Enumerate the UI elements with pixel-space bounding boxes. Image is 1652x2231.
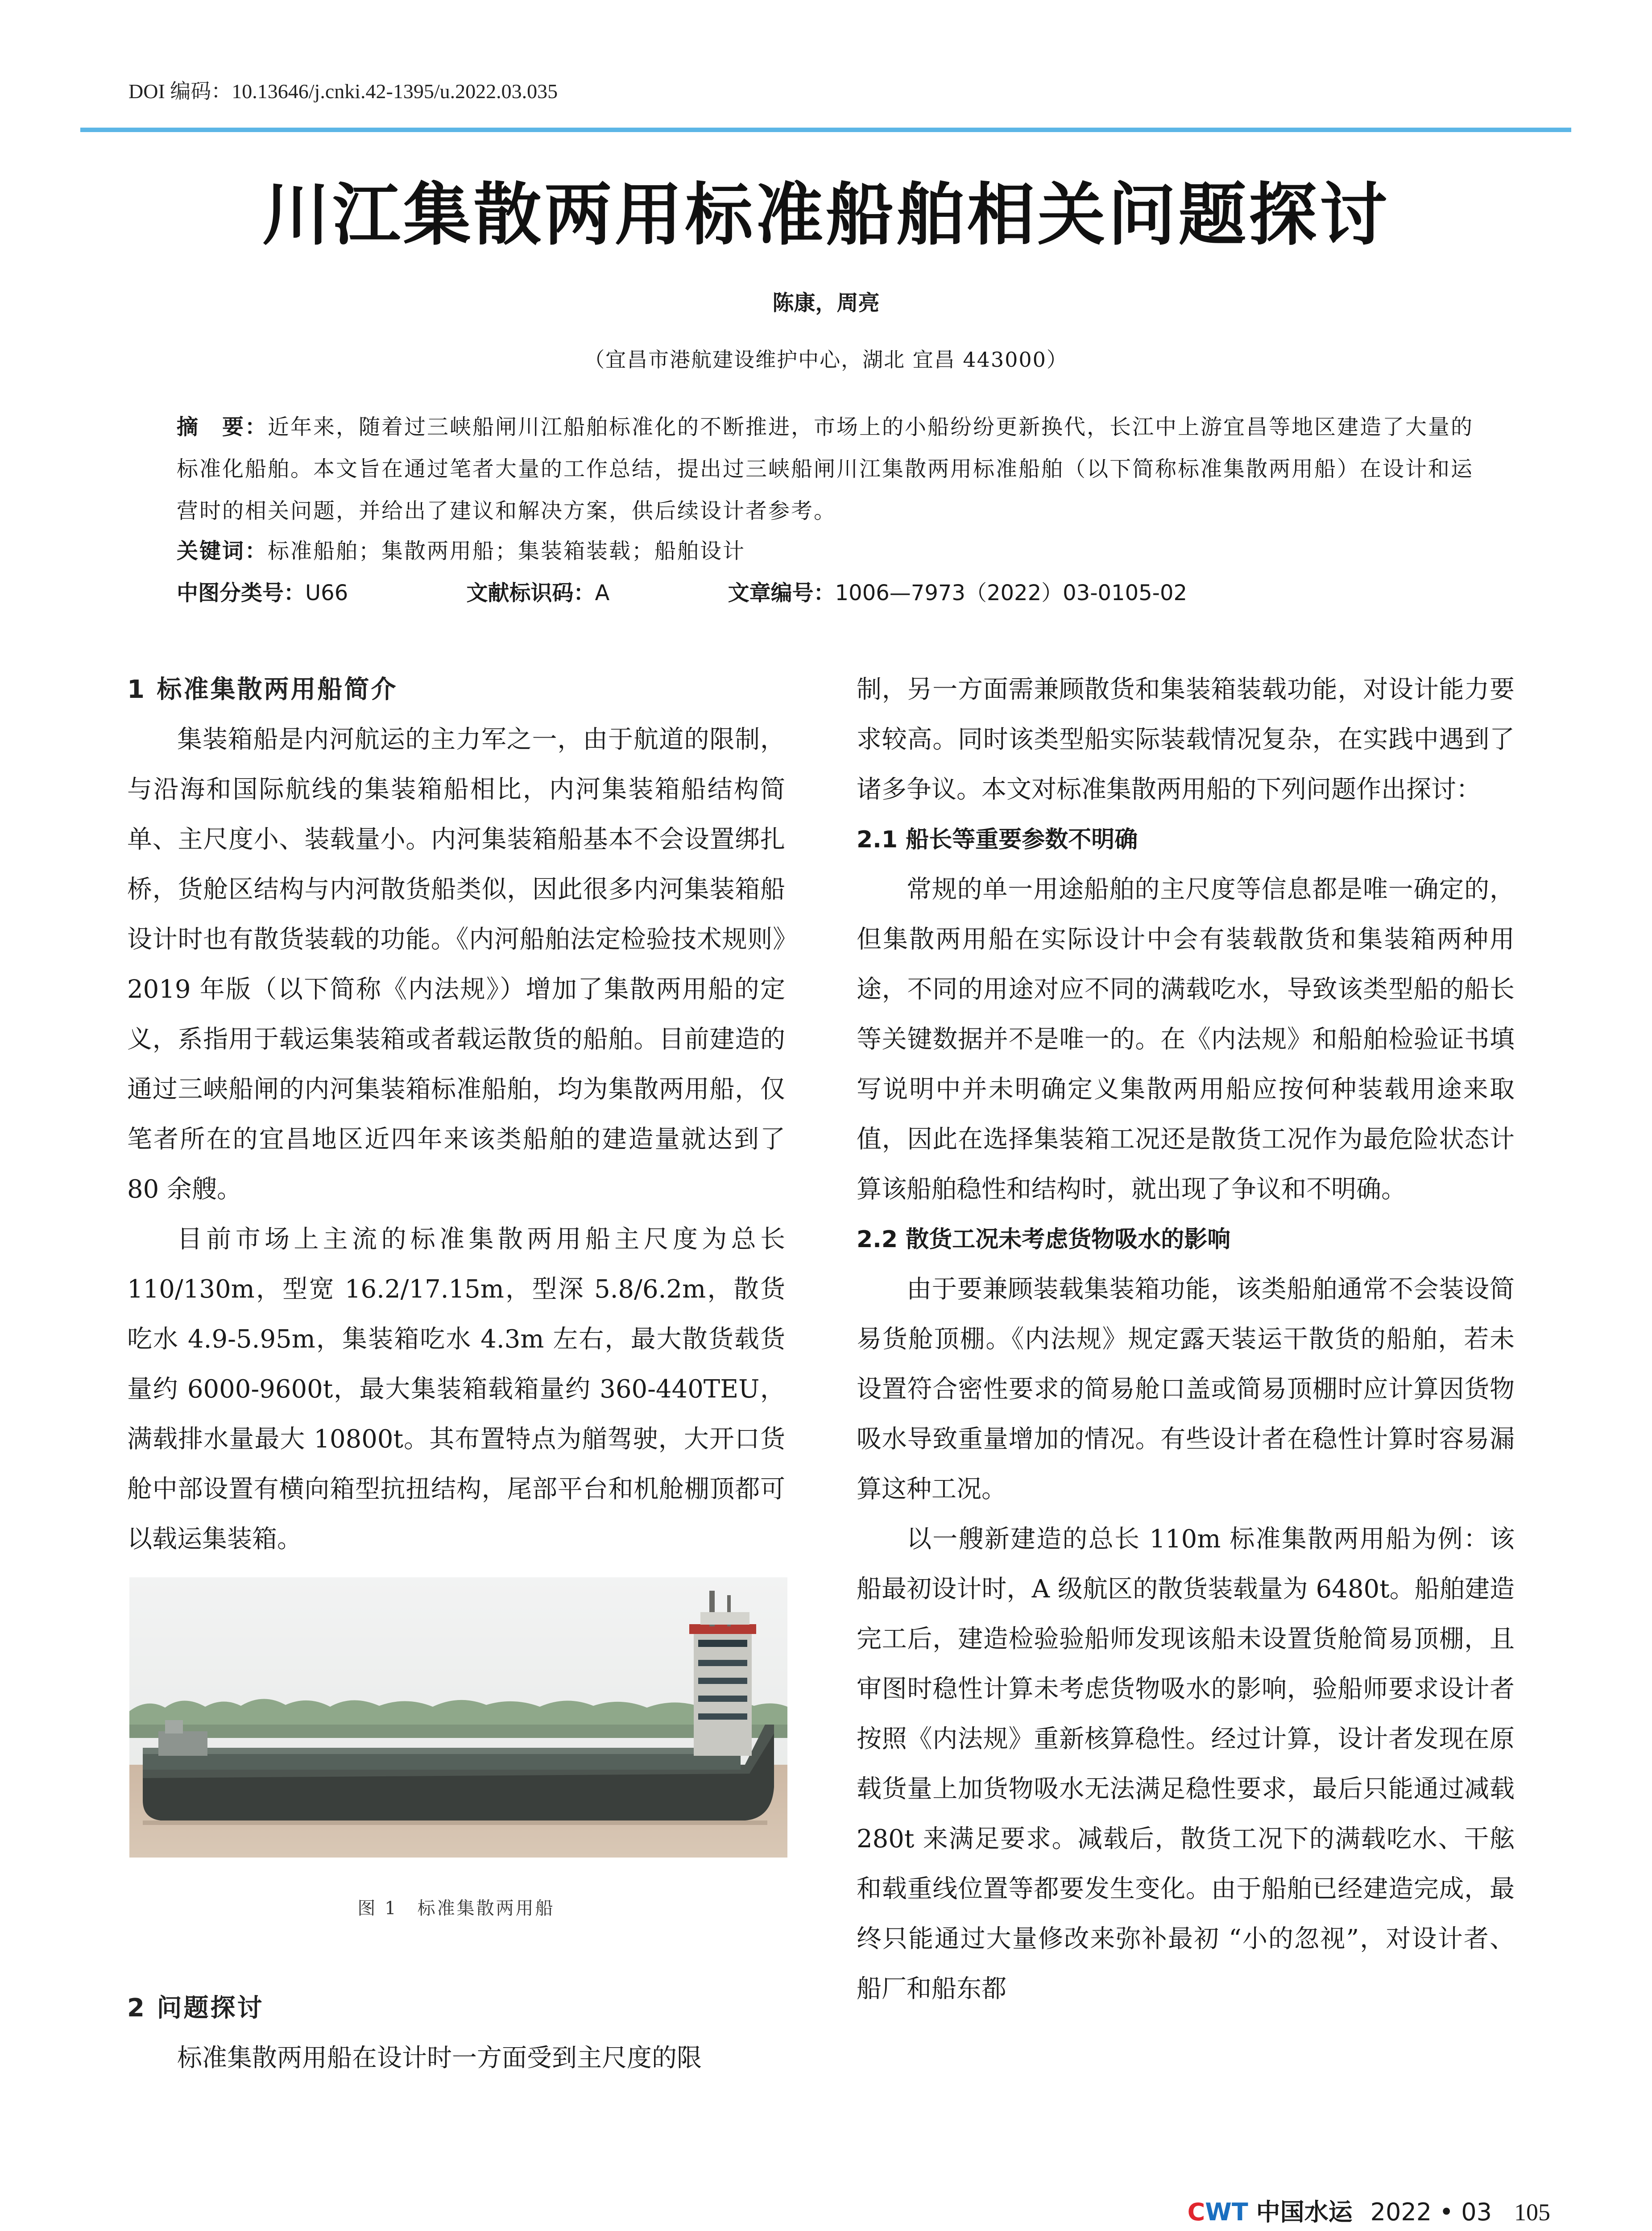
right-column [857,665,1515,2014]
abstract-text: 近年来，随着过三峡船闸川江船舶标准化的不断推进，市场上的小船纷纷更新换代，长江中上游宜昌等地区建造了大量的标准化船舶。本文旨在通过笔者大量的工作总结，提出过三峡船闸川江集散两用标准船舶（以下简称标准集散两用船）在设计和运营时的相关问题，并给出了建议和解决方案，供后续设计者参考。 [177,415,1474,523]
section-2-heading: 2 问题探讨 [127,1994,264,2023]
paragraph: 制，另一方面需兼顾散货和集装箱装载功能，对设计能力要求较高。同时该类型船实际装载情况复杂，在实践中遇到了诸多争议。本文对标准集散两用船的下列问题作出探讨： [857,675,1515,804]
doi-line: DOI 编码：10.13646/j.cnki.42-1395/u.2022.03.035 [128,80,558,103]
clc-number: 中图分类号：U66 [177,581,348,605]
document-code: 文献标识码：A [466,581,610,605]
authors: 陈康，周亮 [772,290,880,315]
keywords [177,530,1493,572]
abstract-label: 摘 要： [177,415,268,440]
article-title: 川江集散两用标准船舶相关问题探讨 [262,174,1390,254]
left-column [127,665,785,1564]
cwt-logo: CWT [1187,2198,1248,2226]
journal-name: 中国水运 [1256,2198,1353,2226]
page-number: 105 [1514,2199,1550,2226]
section-1-heading: 1 标准集散两用船简介 [127,675,398,704]
article-number: 文章编号：1006—7973（2022）03-0105-02 [728,581,1188,605]
subsection-2-2-heading: 2.2 散货工况未考虑货物吸水的影响 [857,1226,1231,1253]
paragraph: 集装箱船是内河航运的主力军之一，由于航道的限制，与沿海和国际航线的集装箱船相比，内河集装箱船结构简单、主尺度小、装载量小。内河集装箱船基本不会设置绑扎桥，货舱区结构与内河散货船类似，因此很多内河集装箱船设计时也有散货装载的功能。《内河船舶法定检验技术规则》2019 年版（以下简称《内法规》）增加了集散两用船的定义，系指用于载运集装箱或者载运散货的船舶。目前建造的通过三峡船闸的内河集装箱标准船舶，均为集散两用船，仅笔者所在的宜昌地区近四年来该类船舶的建造量就达到了 80 余艘。 [127,725,785,1204]
classification-line [177,572,1493,614]
page-footer [1188,2193,1550,2227]
figure-1-caption: 图 1 标准集散两用船 [357,1898,555,1919]
header-rule [80,128,1571,132]
affiliation: （宜昌市港航建设维护中心，湖北 宜昌 443000） [584,348,1068,372]
subsection-2-1-heading: 2.1 船长等重要参数不明确 [857,826,1138,853]
ship-photo-illustration [129,1577,787,1858]
section-2-start [127,1983,785,2083]
keywords-label: 关键词： [177,539,268,564]
abstract [177,406,1493,532]
figure-1-ship-photo [129,1577,787,1858]
paragraph: 标准集散两用船在设计时一方面受到主尺度的限 [177,2044,702,2073]
paragraph: 以一艘新建造的总长 110m 标准集散两用船为例：该船最初设计时，A 级航区的散货装载量为 6480t。船舶建造完工后，建造检验验船师发现该船未设置货舱简易顶棚，且审图时稳性计算未考虑货物吸水的影响，验船师要求设计者按照《内法规》重新核算稳性。经过计算，设计者发现在原载货量上加货物吸水无法满足稳性要求，最后只能通过减载 280t 来满足要求。减载后，散货工况下的满载吃水、干舷和载重线位置等都要发生变化。由于船舶已经建造完成，最终只能通过大量修改来弥补最初 “小的忽视”，对设计者、船厂和船东都 [857,1525,1515,2003]
paragraph: 常规的单一用途船舶的主尺度等信息都是唯一确定的，但集散两用船在实际设计中会有装载散货和集装箱两种用途，不同的用途对应不同的满载吃水，导致该类型船的船长等关键数据并不是唯一的。在《内法规》和船舶检验证书填写说明中并未明确定义集散两用船应按何种装载用途来取值，因此在选择集装箱工况还是散货工况作为最危险状态计算该船舶稳性和结构时，就出现了争议和不明确。 [857,875,1515,1204]
issue-number: 2022 • 03 [1370,2198,1492,2226]
paragraph: 目前市场上主流的标准集散两用船主尺度为总长 110/130m，型宽 16.2/17.15m，型深 5.8/6.2m，散货吃水 4.9-5.95m，集装箱吃水 4.3m 左右，最大散货载货量约 6000-9600t，最大集装箱载箱量约 360-440TEU，满载排水量最大 10800t。其布置特点为艏驾驶，大开口货舱中部设置有横向箱型抗扭结构，尾部平台和机舱棚顶都可以载运集装箱。 [127,1225,785,1554]
keywords-text: 标准船舶；集散两用船；集装箱装载；船舶设计 [268,539,746,564]
paragraph: 由于要兼顾装载集装箱功能，该类船舶通常不会装设简易货舱顶棚。《内法规》规定露天装运干散货的船舶，若未设置符合密性要求的简易舱口盖或简易顶棚时应计算因货物吸水导致重量增加的情况。有些设计者在稳性计算时容易漏算这种工况。 [857,1275,1515,1504]
